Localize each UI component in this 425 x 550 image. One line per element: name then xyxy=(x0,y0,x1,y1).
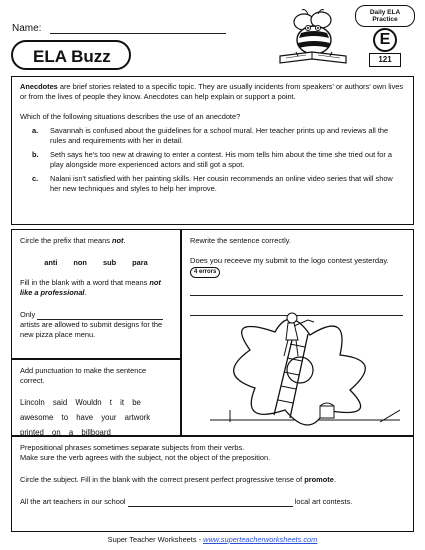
prefix-option-anti[interactable]: anti xyxy=(44,257,58,267)
prefix-section xyxy=(11,229,181,359)
only-rest: artists are allowed to submit designs for the new pizza place menu. xyxy=(20,319,163,339)
anecdote-question: Which of the following situations describes the use of an anecdote? xyxy=(20,111,241,121)
prep-instruction xyxy=(20,475,405,485)
answer-choice-c[interactable] xyxy=(20,174,405,194)
practice-badge xyxy=(355,5,415,69)
fill-instruction xyxy=(20,278,172,298)
practice-tag-line2: Practice xyxy=(372,16,398,24)
footer xyxy=(0,535,425,545)
rewrite-sentence: Does you receeve my submit to the logo contest yesterday. xyxy=(190,255,389,265)
preposition-section xyxy=(11,436,414,532)
prefix-option-non[interactable]: non xyxy=(73,257,87,267)
rewrite-line-1[interactable] xyxy=(190,295,403,296)
answer-choice-b[interactable] xyxy=(20,150,405,170)
fill-phrase: not like a professional xyxy=(20,277,161,297)
fill-text: Fill in the blank with a word that means xyxy=(20,277,150,287)
prep-sentence xyxy=(20,497,405,507)
answer-choice-a[interactable] xyxy=(20,126,405,146)
only-sentence xyxy=(20,310,172,320)
page-title: ELA Buzz xyxy=(33,47,111,66)
prefix-option-para[interactable]: para xyxy=(132,257,148,267)
prep-line-1: Prepositional phrases sometimes separate subjects from their verbs. xyxy=(20,443,245,452)
instr-word: not xyxy=(112,236,124,245)
name-line[interactable] xyxy=(50,33,226,34)
prefix-option-sub[interactable]: sub xyxy=(102,257,117,267)
punct-sentence[interactable]: Lincoln said Wouldn t it be awesome to have your artwork printed on a billboard xyxy=(20,397,151,437)
prep-line-2: Make sure the verb agrees with the subject, not the object of the preposition. xyxy=(20,452,271,462)
anecdote-section xyxy=(11,76,414,225)
prefix-instruction xyxy=(20,236,172,246)
prep-answer-blank[interactable] xyxy=(128,506,293,507)
definition-text: are brief stories related to a specific topic. They are usually incidents from speakers' or authors' own lives or from the lives of people they know. Anecdotes can help explain or support a point. xyxy=(20,82,404,101)
prep-sentence-start[interactable]: All the art teachers in our school xyxy=(20,496,126,506)
practice-tag-line1: Daily ELA xyxy=(369,9,401,16)
footer-link[interactable]: www.superteacherworksheets.com xyxy=(203,535,318,544)
anecdote-term: Anecdotes xyxy=(20,82,58,91)
bee-reading-icon xyxy=(272,8,354,68)
choice-text: Nalani isn't satisfied with her painting skills. Her cousin recommends an online video series that will show her new techniques and styles to help her improve. xyxy=(50,173,393,193)
practice-tag xyxy=(355,5,415,27)
anecdote-definition xyxy=(20,82,405,102)
punctuation-section xyxy=(11,359,181,436)
choice-text: Seth says he's too new at drawing to enter a contest. His mom tells him about the time she tried out for a play alongside more experienced actors and still got a spot. xyxy=(50,149,392,169)
mural-painter-illustration xyxy=(210,310,400,432)
worksheet-number: 121 xyxy=(369,53,401,67)
choice-letter: c. xyxy=(32,173,39,183)
choice-letter: b. xyxy=(32,149,39,159)
footer-text: Super Teacher Worksheets - xyxy=(107,535,204,544)
instr-end: . xyxy=(123,236,126,245)
instr-text: Circle the prefix that means xyxy=(20,236,113,245)
title-box xyxy=(11,40,131,70)
prep-instr-end: . xyxy=(333,474,336,484)
prep-sentence-end: local art contests. xyxy=(294,496,353,506)
rewrite-instruction: Rewrite the sentence correctly. xyxy=(190,236,291,245)
fill-end: . xyxy=(84,287,87,297)
prep-instr-text: Circle the subject. Fill in the blank with the correct present perfect progressive tense of xyxy=(20,474,305,484)
choice-letter: a. xyxy=(32,125,39,135)
rewrite-sentence-row xyxy=(190,256,405,278)
name-row xyxy=(12,22,41,36)
choice-text: Savannah is confused about the guidelines for a school mural. Her teacher prints up and reviews all the rules and requirements with her in detail. xyxy=(50,125,389,145)
only-word: Only xyxy=(20,309,36,319)
punct-instruction: Add punctuation to make the sentence correct. xyxy=(20,366,147,385)
rewrite-section xyxy=(181,229,414,436)
prep-instr-word: promote xyxy=(304,474,334,484)
prefix-options xyxy=(20,258,172,268)
name-label: Name: xyxy=(12,23,42,34)
error-count-badge: 4 errors xyxy=(190,267,220,278)
level-letter: E xyxy=(373,28,397,52)
